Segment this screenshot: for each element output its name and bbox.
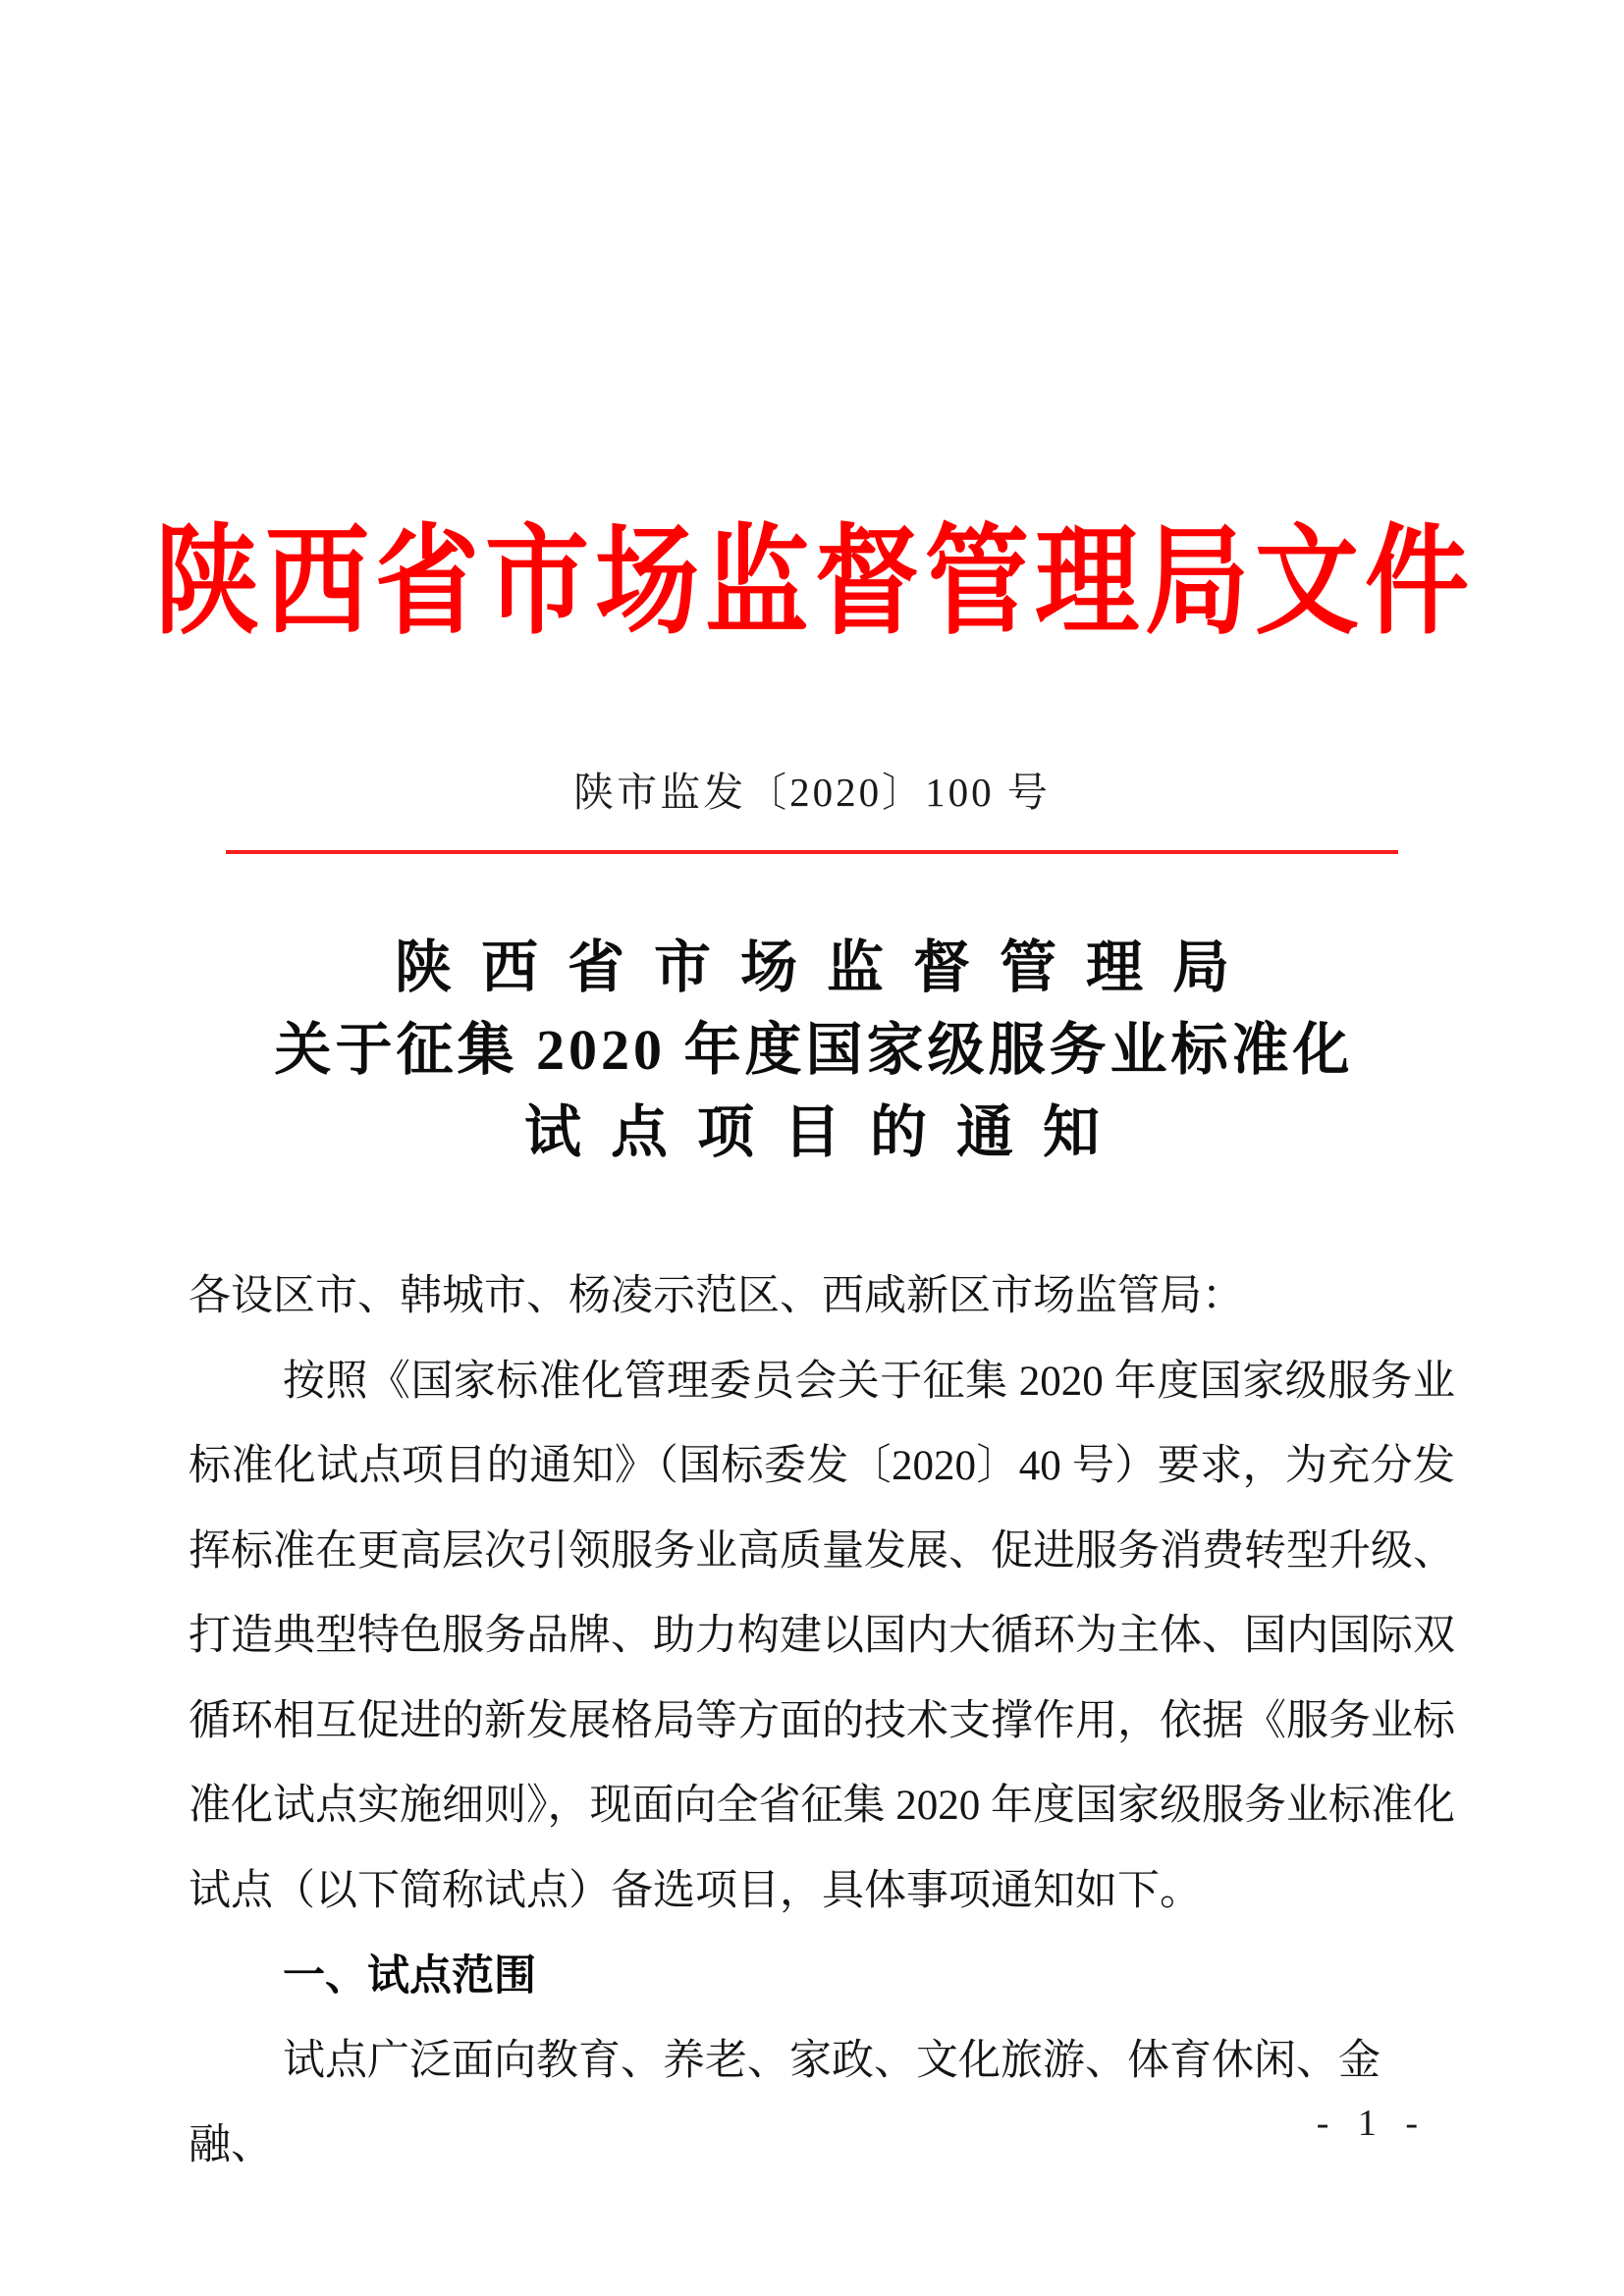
letterhead-org-title: 陕西省市场监督管理局文件 — [155, 516, 1475, 649]
document-title-line-3: 试点项目的通知 — [523, 1100, 1129, 1164]
page-number: - 1 - — [1316, 2103, 1428, 2144]
document-body — [189, 1255, 1455, 2189]
salutation-line: 各设区市、韩城市、杨凌示范区、西咸新区市场监管局： — [189, 1273, 1244, 1319]
document-reference-number: 陕市监发〔2020〕100 号 — [573, 770, 1051, 815]
document-title-line-2: 关于征集 2020 年度国家级服务业标准化 — [274, 1018, 1354, 1082]
document-title — [0, 927, 1624, 1174]
intro-paragraph: 按照《国家标准化管理委员会关于征集 2020 年度国家级服务业标准化试点项目的通知》（国标委发〔2020〕40 号）要求，为充分发挥标准在更高层次引领服务业高质量发展、促进服务消费转型升级、打造典型特色服务品牌、助力构建以国内大循环为主体、国内国际双循环相互促进的新发展格局等方面的技术支撑作用，依据《服务业标准化试点实施细则》，现面向全省征集 2020 年度国家级服务业标准化试点（以下简称试点）备选项目，具体事项通知如下。 — [189, 1358, 1455, 1914]
section-1-heading: 一、试点范围 — [283, 1952, 536, 2000]
red-divider-rule — [226, 850, 1398, 854]
section-1-first-line: 试点广泛面向教育、养老、家政、文化旅游、体育休闲、金融、 — [189, 2037, 1380, 2168]
document-title-line-1: 陕西省市场监督管理局 — [394, 935, 1259, 999]
